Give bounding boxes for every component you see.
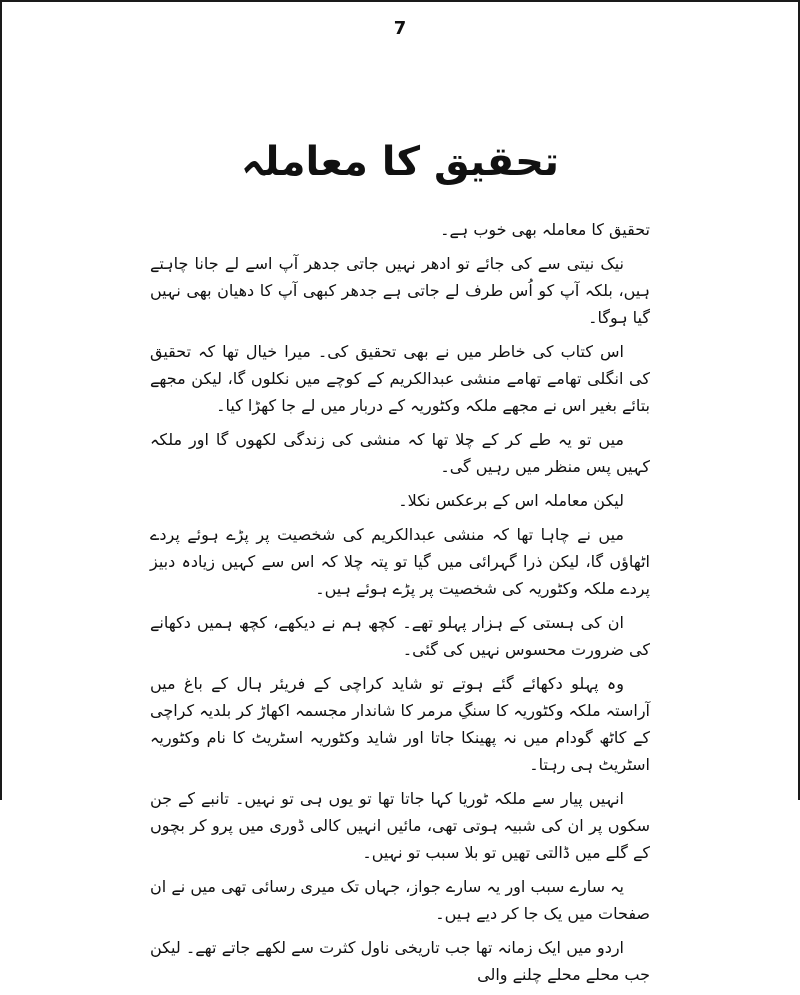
paragraph: ان کی ہستی کے ہزار پہلو تھے۔ کچھ ہم نے دیکھے، کچھ ہمیں دکھانے کی ضرورت محسوس نہیں کی گئی۔ [150, 613, 650, 659]
page-top-edge [0, 0, 800, 2]
chapter-title: تحقیق کا معاملہ [240, 139, 560, 185]
paragraph: لیکن معاملہ اس کے برعکس نکلا۔ [398, 491, 624, 510]
paragraph: میں نے چاہا تھا کہ منشی عبدالکریم کی شخصیت پر پڑے ہوئے پردے اٹھاؤں گا، لیکن ذرا گہرائی میں گیا تو پتہ چلا کہ اس سے کہیں زیادہ دبیز پردے ملکہ وکٹوریہ کی شخصیت پر پڑے ہوئے ہیں۔ [150, 525, 650, 598]
paragraph: اس کتاب کی خاطر میں نے بھی تحقیق کی۔ میرا خیال تھا کہ تحقیق کی انگلی تھامے تھامے منشی عبدالکریم کے کوچے میں نکلوں گا، لیکن مجھے بتائے بغیر اس نے مجھے ملکہ وکٹوریہ کے دربار میں لے جا کھڑا کیا۔ [150, 342, 650, 415]
paragraph: تحقیق کا معاملہ بھی خوب ہے۔ [440, 220, 650, 239]
paragraph: اردو میں ایک زمانہ تھا جب تاریخی ناول کثرت سے لکھے جاتے تھے۔ لیکن جب محلے محلے چلنے والی [150, 938, 650, 984]
paragraph: انہیں پیار سے ملکہ ٹوریا کہا جاتا تھا تو یوں ہی تو نہیں۔ تانبے کے جن سکوں پر ان کی شبیہ ہوتی تھی، مائیں انہیں کالی ڈوری میں پرو کر بچوں کے گلے میں ڈالتی تھیں تو بلا سبب تو نہیں۔ [150, 789, 651, 862]
body-text [150, 216, 650, 995]
paragraph: میں تو یہ طے کر کے چلا تھا کہ منشی کی زندگی لکھوں گا اور ملکہ کہیں پس منظر میں رہیں گی۔ [150, 430, 650, 476]
paragraph: نیک نیتی سے کی جائے تو ادھر نہیں جاتی جدھر آپ اسے لے جانا چاہتے ہیں، بلکہ آپ کو اُس طرف لے جاتی ہے جدھر کبھی آپ کا دھیان بھی نہیں گیا ہوگا۔ [150, 254, 650, 327]
paragraph: وہ پہلو دکھائے گئے ہوتے تو شاید کراچی کے فریئر ہال کے باغ میں آراستہ ملکہ وکٹوریہ کا سنگِ مرمر کا شاندار مجسمہ اکھاڑ کر بلدیہ کراچی کے کاٹھ گودام میں نہ پھینکا جاتا اور شاید وکٹوریہ اسٹریٹ کا نام وکٹوریہ اسٹریٹ ہی رہتا۔ [150, 674, 650, 774]
page-number: 7 [393, 18, 407, 39]
paragraph: یہ سارے سبب اور یہ سارے جواز، جہاں تک میری رسائی تھی میں نے ان صفحات میں یک جا کر دیے ہیں۔ [150, 877, 650, 923]
page-left-edge [0, 0, 2, 800]
